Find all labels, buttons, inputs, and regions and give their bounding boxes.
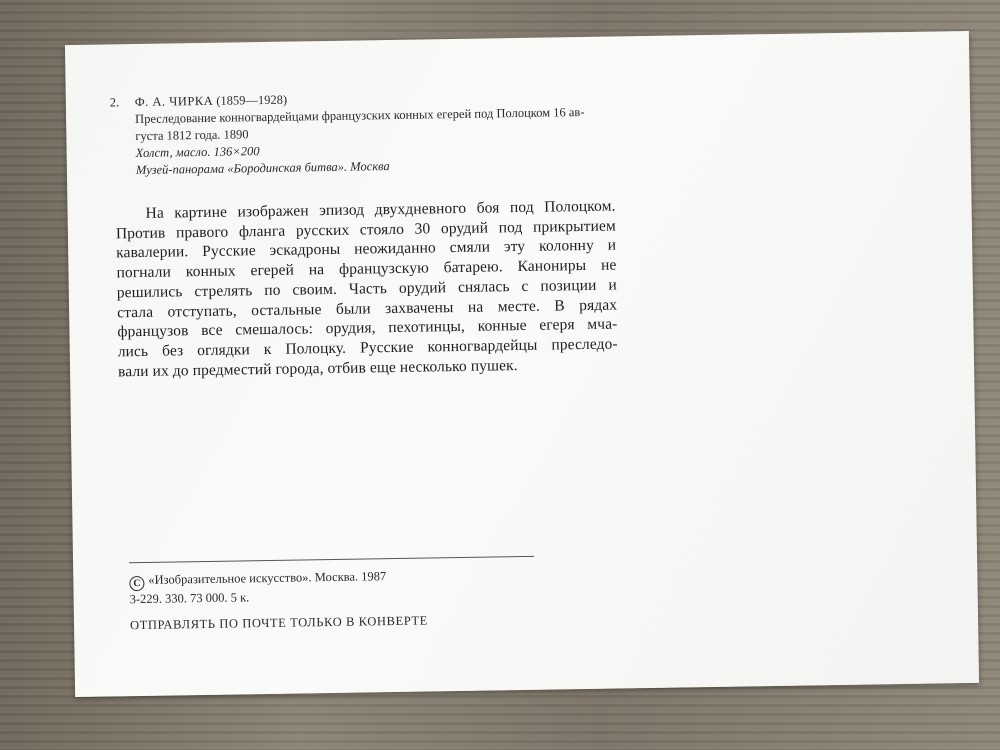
description-line: На картине изображен эпизод двухдневного боя под Полоцком. — [145, 197, 616, 222]
description-line: кавалерии. Русские эскадроны неожиданно смяли эту колонну и — [116, 236, 617, 262]
postcard — [65, 31, 979, 697]
description-line: погнали конных егерей на французскую батарею. Канониры не — [116, 256, 617, 282]
artwork-medium: Холст, масло. 136×200 — [135, 144, 260, 161]
print-info: 3-229. 330. 73 000. 5 к. — [129, 590, 250, 607]
artwork-title-line-2: густа 1812 года. 1890 — [135, 127, 249, 144]
artwork-museum: Музей-панорама «Бородинская битва». Москва — [135, 159, 390, 178]
description-line: вали их до предместий города, отбив еще несколько пушек. — [117, 356, 518, 380]
description-line: стала отступать, остальные были захвачены на месте. В рядах — [117, 296, 618, 321]
artist-years: (1859—1928) — [216, 92, 288, 108]
artwork-title-line-1: Преследование конногвардейцами французских конных егерей под Полоцком 16 ав- — [134, 104, 585, 127]
artwork-caption — [110, 86, 671, 180]
description-line: Против правого фланга русских стояло 30 орудий под прикрытием — [115, 217, 616, 243]
mail-instruction: ОТПРАВЛЯТЬ ПО ПОЧТЕ ТОЛЬКО В КОНВЕРТЕ — [129, 613, 429, 633]
plate-number: 2. — [109, 95, 120, 110]
artist-name: Ф. А. ЧИРКА — [134, 93, 214, 110]
description-line: решились стрелять по своим. Часть орудий снялась с позиции и — [116, 276, 617, 302]
description-paragraph — [115, 197, 618, 382]
copyright-icon: C — [129, 576, 144, 591]
description-line: французов все смешалось: орудия, пехотинцы, конные егеря мча- — [117, 315, 618, 341]
divider-line — [129, 556, 534, 563]
publisher-name: «Изобразительное искусство». Москва. 1987 — [148, 569, 387, 587]
publisher-info — [129, 568, 386, 608]
description-line: лись без оглядки к Полоцку. Русские конногвардейцы преследо- — [117, 335, 618, 361]
